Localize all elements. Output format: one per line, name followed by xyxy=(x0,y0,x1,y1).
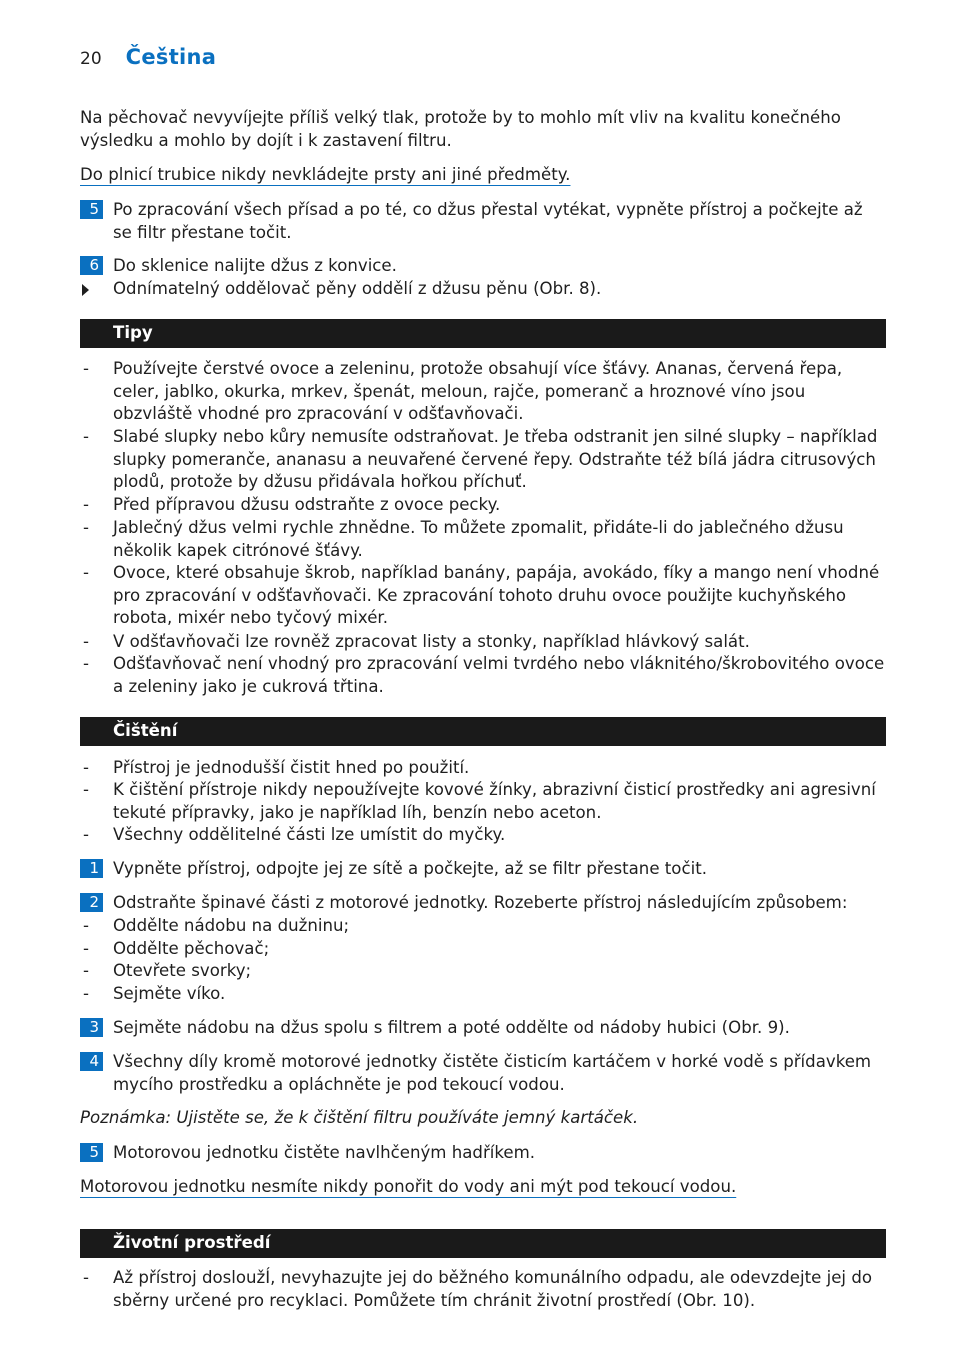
cleaning-item: - Přístroj je jednodušší čistit hned po použití. xyxy=(80,757,886,780)
step-text: Všechny díly kromě motorové jednotky čistěte čisticím kartáčem v horké vodě s přídavkem mycího prostředku a opláchněte je pod tekoucí vodou. xyxy=(113,1052,872,1094)
disassembly-item: - Oddělte pěchovač; xyxy=(80,938,886,961)
disassembly-text: Otevřete svorky; xyxy=(113,961,252,980)
tip-item: - Ovoce, které obsahuje škrob, například banány, papája, avokádo, fíky a mango není vhodné pro zpracování v odšťavňovači. Ke zpracování tohoto druhu ovoce použijte kuchyňského robota, mixér nebo tyčový mixér. xyxy=(80,562,886,630)
language-title: Čeština xyxy=(125,45,217,69)
cleaning-step-5 xyxy=(80,1142,886,1165)
tip-item: - Před přípravou džusu odstraňte z ovoce pecky. xyxy=(80,494,886,517)
tip-item: - Odšťavňovač není vhodný pro zpracování velmi tvrdého nebo vláknitého/škrobovitého ovoce a zeleniny jako je cukrová třtina. xyxy=(80,653,886,698)
cleaning-step-3 xyxy=(80,1017,886,1040)
cleaning-item: - K čištění přístroje nikdy nepoužívejte kovové žínky, abrazivní čisticí prostředky ani agresivní tekuté přípravky, jako je například líh, benzín nebo aceton. xyxy=(80,779,886,824)
step-number: 2 xyxy=(80,893,103,912)
tip-text: V odšťavňovači lze rovněž zpracovat listy a stonky, například hlávkový salát. xyxy=(113,632,750,651)
page-number: 20 xyxy=(80,49,102,69)
step-number: 3 xyxy=(80,1018,103,1037)
step-text: Odstraňte špinavé části z motorové jednotky. Rozeberte přístroj následujícím způsobem: xyxy=(113,893,848,912)
disassembly-text: Oddělte pěchovač; xyxy=(113,939,270,958)
tip-text: Jablečný džus velmi rychle zhnědne. To můžete zpomalit, přidáte-li do jablečného džusu několik kapek citrónové šťávy. xyxy=(113,518,844,560)
intro-paragraph: Na pěchovač nevyvíjejte příliš velký tlak, protože by to mohlo mít vliv na kvalitu konečného výsledku a mohlo by dojít i k zastavení filtru. xyxy=(80,108,841,150)
step-text: Po zpracování všech přísad a po té, co džus přestal vytékat, vypněte přístroj a počkejte až se filtr přestane točit. xyxy=(113,200,863,242)
cleaning-text: Všechny oddělitelné části lze umístit do myčky. xyxy=(113,825,506,844)
triangle-bullet-icon xyxy=(82,284,89,296)
tip-item: - Slabé slupky nebo kůry nemusíte odstraňovat. Je třeba odstranit jen silné slupky – například slupky pomeranče, ananasu a neuvařené červené řepy. Odstraňte též bílá jádra citrusových plodů, protože by džusu přidávala hořkou příchuť. xyxy=(80,426,886,494)
cleaning-step-1 xyxy=(80,858,886,881)
section-header-tips xyxy=(80,319,886,348)
tip-text: Odšťavňovač není vhodný pro zpracování velmi tvrdého nebo vláknitého/škrobovitého ovoce a zeleniny jako je cukrová třtina. xyxy=(113,654,885,696)
disassembly-text: Sejměte víko. xyxy=(113,984,226,1003)
bullet-text: Odnímatelný oddělovač pěny oddělí z džusu pěnu (Obr. 8). xyxy=(113,279,602,298)
step-number: 5 xyxy=(80,1143,103,1162)
disassembly-text: Oddělte nádobu na dužninu; xyxy=(113,916,350,935)
section-title: Tipy xyxy=(113,323,153,342)
cleaning-step-2 xyxy=(80,892,886,915)
bullet-foam xyxy=(80,278,886,301)
step-text: Do sklenice nalijte džus z konvice. xyxy=(113,256,397,275)
tip-text: Používejte čerstvé ovoce a zeleninu, protože obsahují více šťávy. Ananas, červená řepa, celer, jablko, okurka, mrkev, špenát, meloun, rajče, pomeranč a hroznové víno jsou obzvláště vhodné pro zpracování v odšťavňovači. xyxy=(113,359,843,424)
step-number: 1 xyxy=(80,859,103,878)
step-number: 5 xyxy=(80,200,103,219)
cleaning-item: - Všechny oddělitelné části lze umístit do myčky. xyxy=(80,824,886,847)
cleaning-warning-text: Motorovou jednotku nesmíte nikdy ponořit do vody ani mýt pod tekoucí vodou. xyxy=(80,1177,737,1196)
cleaning-step-4 xyxy=(80,1051,886,1096)
section-header-cleaning xyxy=(80,717,886,746)
tip-text: Slabé slupky nebo kůry nemusíte odstraňovat. Je třeba odstranit jen silné slupky – například slupky pomeranče, ananasu a neuvařené červené řepy. Odstraňte též bílá jádra citrusových plodů, protože by džusu přidávala hořkou příchuť. xyxy=(113,427,878,492)
environment-text: Až přístroj dosloužÍ, nevyhazujte jej do běžného komunálního odpadu, ale odevzdejte jej do sběrny určené pro recyklaci. Pomůžete tím chránit životní prostředí (Obr. 10). xyxy=(113,1268,873,1310)
tip-text: Ovoce, které obsahuje škrob, například banány, papája, avokádo, fíky a mango není vhodné pro zpracování v odšťavňovači. Ke zpracování tohoto druhu ovoce použijte kuchyňského robota, mixér nebo tyčový mixér. xyxy=(113,563,880,628)
intro-warning xyxy=(80,164,886,187)
tip-item: - Používejte čerstvé ovoce a zeleninu, protože obsahují více šťávy. Ananas, červená řepa, celer, jablko, okurka, mrkev, špenát, meloun, rajče, pomeranč a hroznové víno jsou obzvláště vhodné pro zpracování v odšťavňovači. xyxy=(80,358,886,426)
step-text: Sejměte nádobu na džus spolu s filtrem a poté oddělte od nádoby hubici (Obr. 9). xyxy=(113,1018,790,1037)
tip-text: Před přípravou džusu odstraňte z ovoce pecky. xyxy=(113,495,501,514)
section-header-environment xyxy=(80,1229,886,1258)
section-title: Životní prostředí xyxy=(113,1233,271,1252)
step-6-pour xyxy=(80,255,886,278)
intro-warning-text: Do plnicí trubice nikdy nevkládejte prsty ani jiné předměty. xyxy=(80,165,571,184)
step-5-juicing xyxy=(80,199,886,244)
tip-item: - Jablečný džus velmi rychle zhnědne. To můžete zpomalit, přidáte-li do jablečného džusu několik kapek citrónové šťávy. xyxy=(80,517,886,562)
step-number: 6 xyxy=(80,256,103,275)
cleaning-warning xyxy=(80,1176,886,1199)
step-text: Vypněte přístroj, odpojte jej ze sítě a počkejte, až se filtr přestane točit. xyxy=(113,859,707,878)
tip-item: - V odšťavňovači lze rovněž zpracovat listy a stonky, například hlávkový salát. xyxy=(80,631,886,654)
step-number: 4 xyxy=(80,1052,103,1071)
disassembly-item: - Otevřete svorky; xyxy=(80,960,886,983)
section-title: Čištění xyxy=(113,721,178,740)
disassembly-item: - Oddělte nádobu na dužninu; xyxy=(80,915,886,938)
cleaning-note: Poznámka: Ujistěte se, že k čištění filtru používáte jemný kartáček. xyxy=(80,1108,639,1127)
disassembly-item: - Sejměte víko. xyxy=(80,983,886,1006)
cleaning-text: Přístroj je jednodušší čistit hned po použití. xyxy=(113,758,470,777)
step-text: Motorovou jednotku čistěte navlhčeným hadříkem. xyxy=(113,1143,536,1162)
page-header xyxy=(80,46,216,76)
cleaning-text: K čištění přístroje nikdy nepoužívejte kovové žínky, abrazivní čisticí prostředky ani agresivní tekuté přípravky, jako je například líh, benzín nebo aceton. xyxy=(113,780,876,822)
environment-item: - Až přístroj dosloužÍ, nevyhazujte jej do běžného komunálního odpadu, ale odevzdejte jej do sběrny určené pro recyklaci. Pomůžete tím chránit životní prostředí (Obr. 10). xyxy=(80,1267,886,1312)
